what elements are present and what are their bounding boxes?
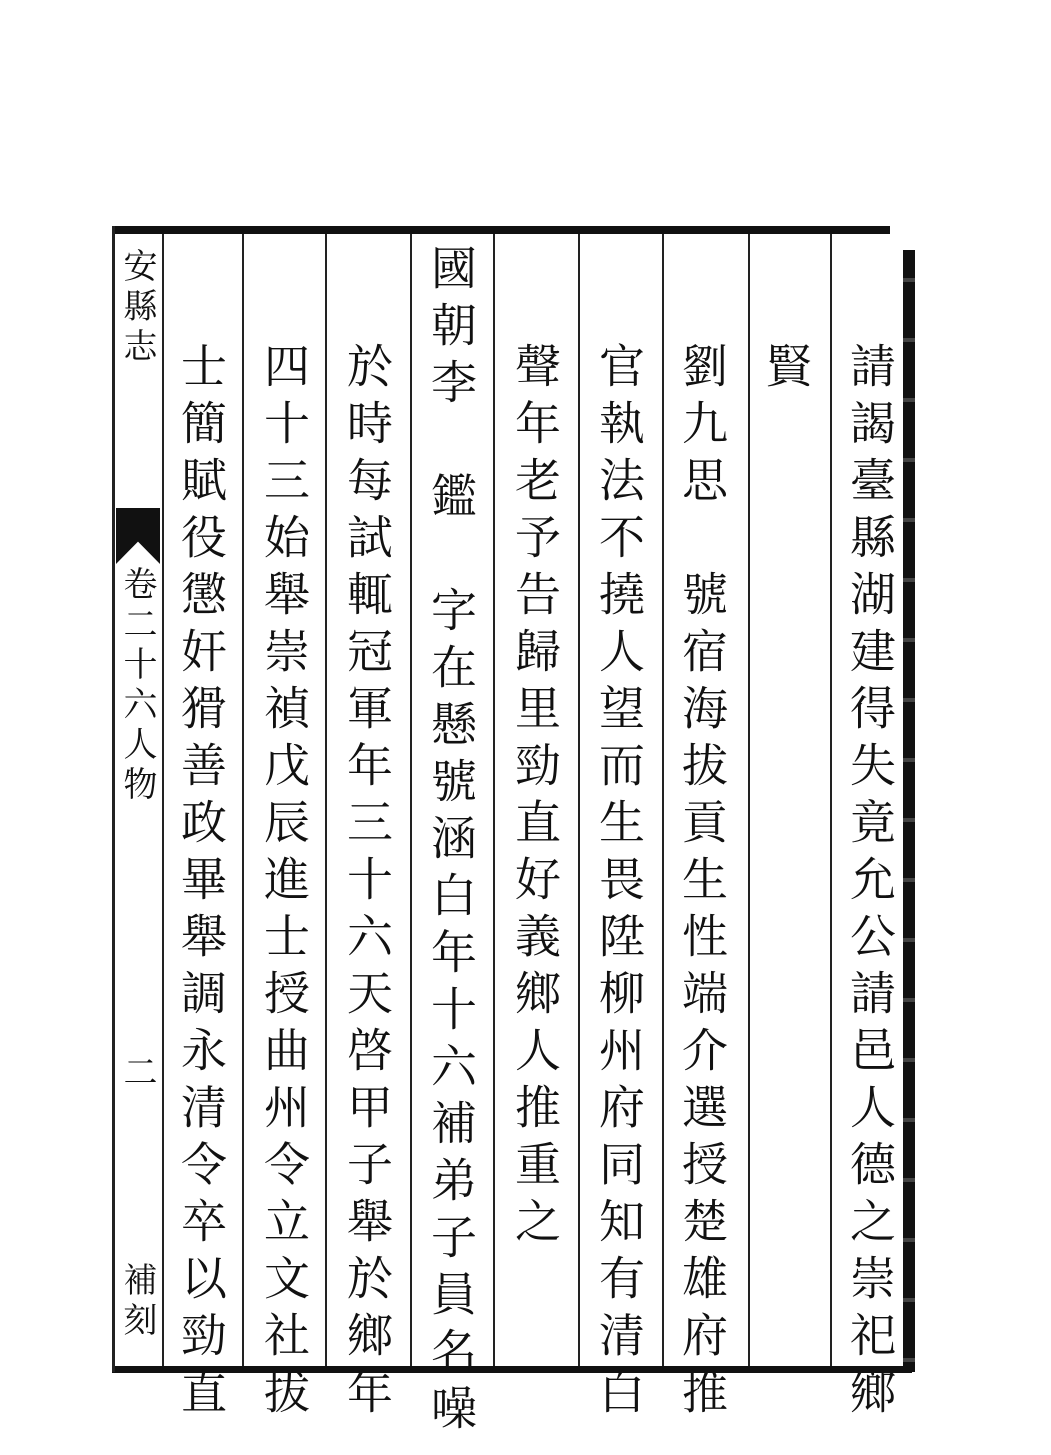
- text-column-7: 於時每試輒冠軍年三十六天啓甲子舉於鄉年: [340, 342, 394, 1425]
- page-number: 二: [117, 1054, 157, 1094]
- column-rule: [242, 234, 244, 1366]
- text-column-9: 士簡賦役懲奸猾善政畢舉調永清令卒以勁直: [174, 342, 228, 1425]
- column-rule: [578, 234, 580, 1366]
- column-rule: [493, 234, 495, 1366]
- frame-top-border: [112, 226, 890, 234]
- frame-left-border: [112, 226, 115, 1372]
- column-rule: [830, 234, 832, 1366]
- text-column-1: 請謁臺縣湖建得失竟允公請邑人德之崇祀鄉: [843, 342, 897, 1425]
- column-rule: [748, 234, 750, 1366]
- column-rule: [325, 234, 327, 1366]
- volume-label: 卷二十六人物: [117, 566, 157, 806]
- recut-note: 補刻: [117, 1262, 157, 1342]
- frame-bottom-border: [112, 1366, 912, 1373]
- book-title: 安縣志: [117, 248, 157, 368]
- text-column-8: 四十三始舉崇禎戊辰進士授曲州令立文社拔: [257, 342, 311, 1425]
- text-column-2: 賢: [759, 342, 813, 399]
- page-margin-column: [116, 234, 160, 1366]
- text-column-4: 官執法不撓人望而生畏陞柳州府同知有清白: [592, 342, 646, 1425]
- text-column-5: 聲年老予告歸里勁直好義鄉人推重之: [508, 342, 562, 1254]
- column-rule: [662, 234, 664, 1366]
- frame-right-border: [903, 250, 915, 1372]
- text-column-3: 劉九思 號宿海拔貢生性端介選授楚雄府推: [675, 342, 729, 1425]
- column-rule: [162, 234, 164, 1366]
- column-rule: [410, 234, 412, 1366]
- text-column-6: 國朝李 鑑 字在懸號涵白年十六補弟子員名噪: [424, 244, 478, 1441]
